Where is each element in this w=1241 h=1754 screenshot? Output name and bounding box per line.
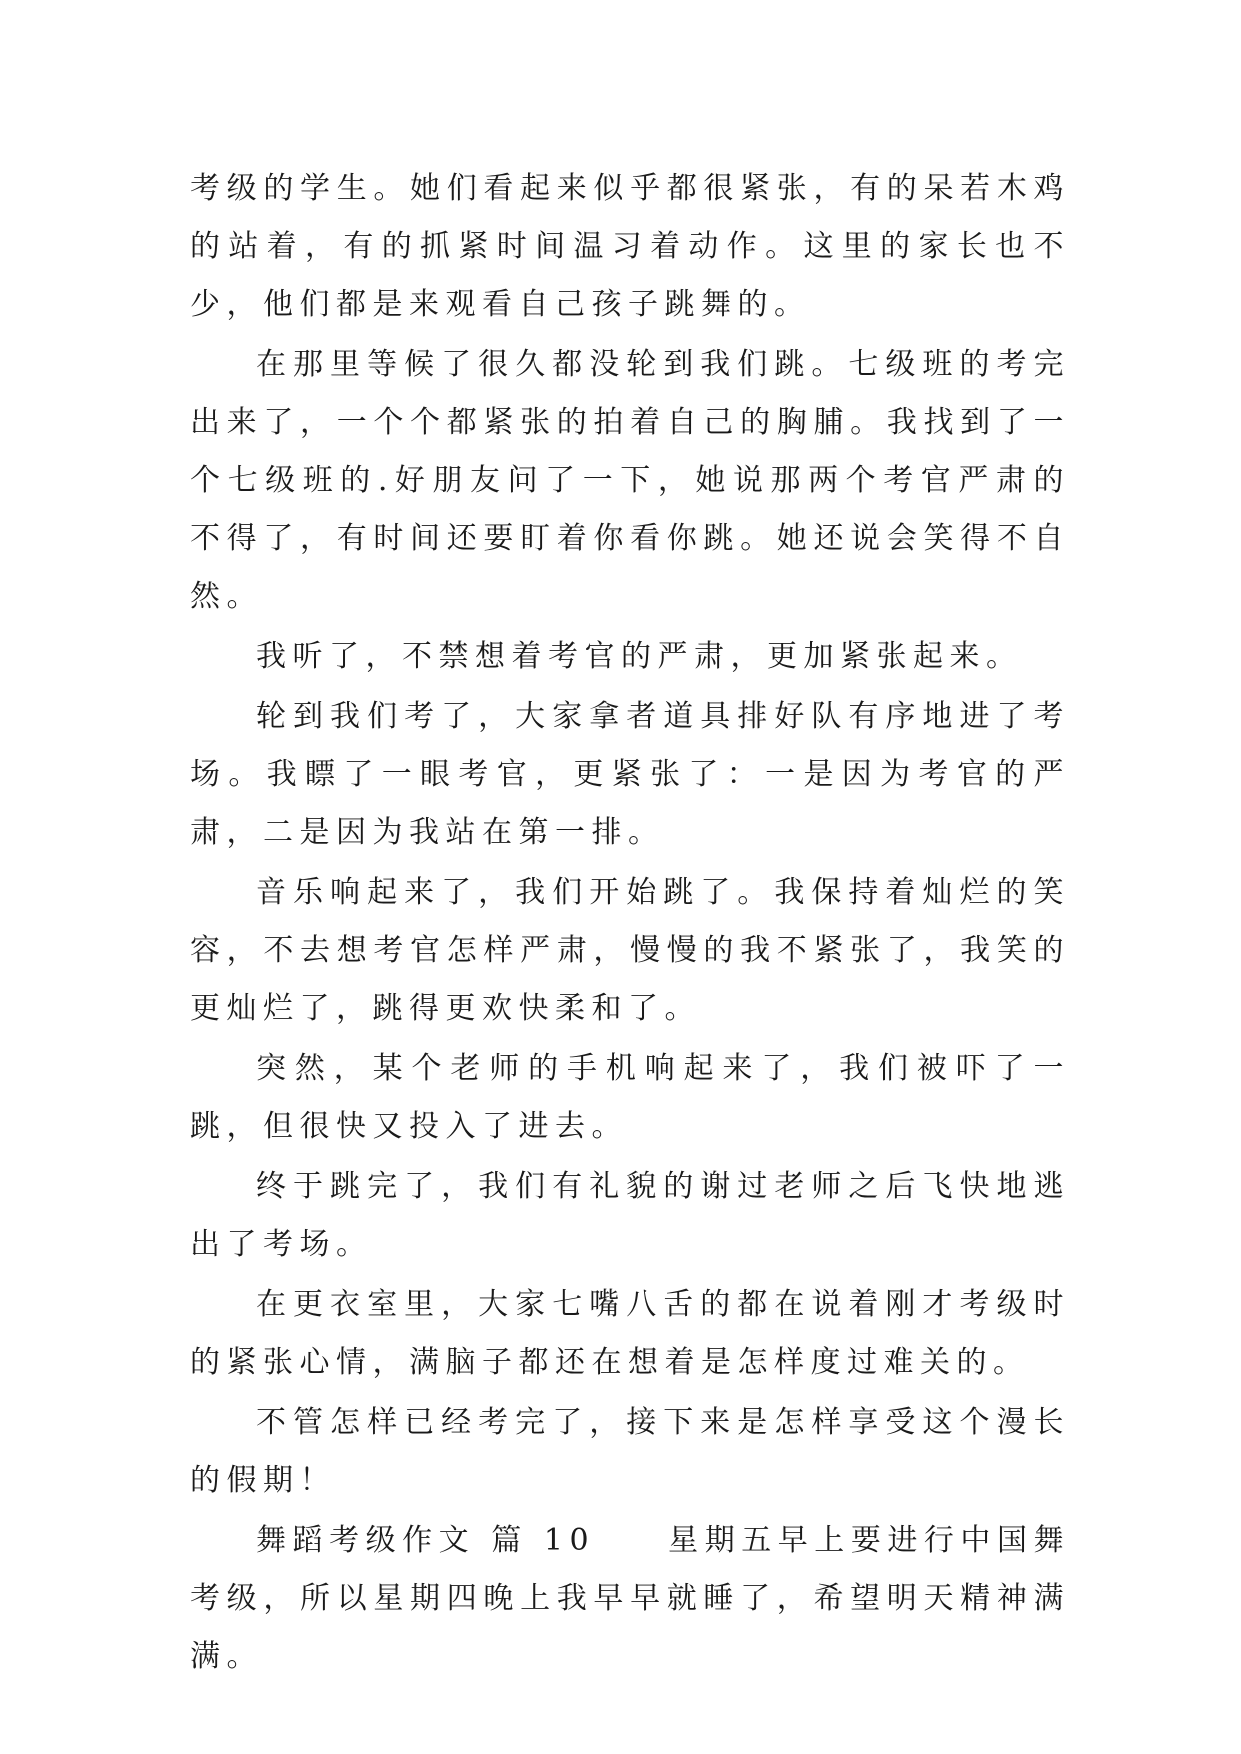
paragraph-5: 音乐响起来了，我们开始跳了。我保持着灿烂的笑容，不去想考官怎样严肃，慢慢的我不紧张了，我笑的更灿烂了，跳得更欢快柔和了。 bbox=[190, 875, 1070, 1026]
paragraph-4: 轮到我们考了，大家拿者道具排好队有序地进了考场。我瞟了一眼考官，更紧张了：一是因为考官的严肃，二是因为我站在第一排。 bbox=[190, 699, 1070, 850]
paragraph-9: 不管怎样已经考完了，接下来是怎样享受这个漫长的假期！ bbox=[190, 1405, 1070, 1498]
paragraph-8: 在更衣室里，大家七嘴八舌的都在说着刚才考级时的紧张心情，满脑子都还在想着是怎样度过难关的。 bbox=[190, 1287, 1070, 1380]
paragraph-6: 突然，某个老师的手机响起来了，我们被吓了一跳，但很快又投入了进去。 bbox=[190, 1051, 1070, 1144]
paragraph-3: 我听了，不禁想着考官的严肃，更加紧张起来。 bbox=[256, 639, 1023, 674]
paragraph-7: 终于跳完了，我们有礼貌的谢过老师之后飞快地逃出了考场。 bbox=[190, 1169, 1070, 1262]
paragraph-10: 舞蹈考级作文 篇 10 星期五早上要进行中国舞考级，所以星期四晚上我早早就睡了，希望明天精神满满。 bbox=[190, 1523, 1070, 1674]
paragraph-1: 考级的学生。她们看起来似乎都很紧张，有的呆若木鸡的站着，有的抓紧时间温习着动作。这里的家长也不少，他们都是来观看自己孩子跳舞的。 bbox=[190, 171, 1070, 322]
document-body bbox=[190, 160, 1070, 1688]
paragraph-2: 在那里等候了很久都没轮到我们跳。七级班的考完出来了，一个个都紧张的拍着自己的胸脯。我找到了一个七级班的.好朋友问了一下，她说那两个考官严肃的不得了，有时间还要盯着你看你跳。她还说会笑得不自然。 bbox=[190, 347, 1070, 614]
